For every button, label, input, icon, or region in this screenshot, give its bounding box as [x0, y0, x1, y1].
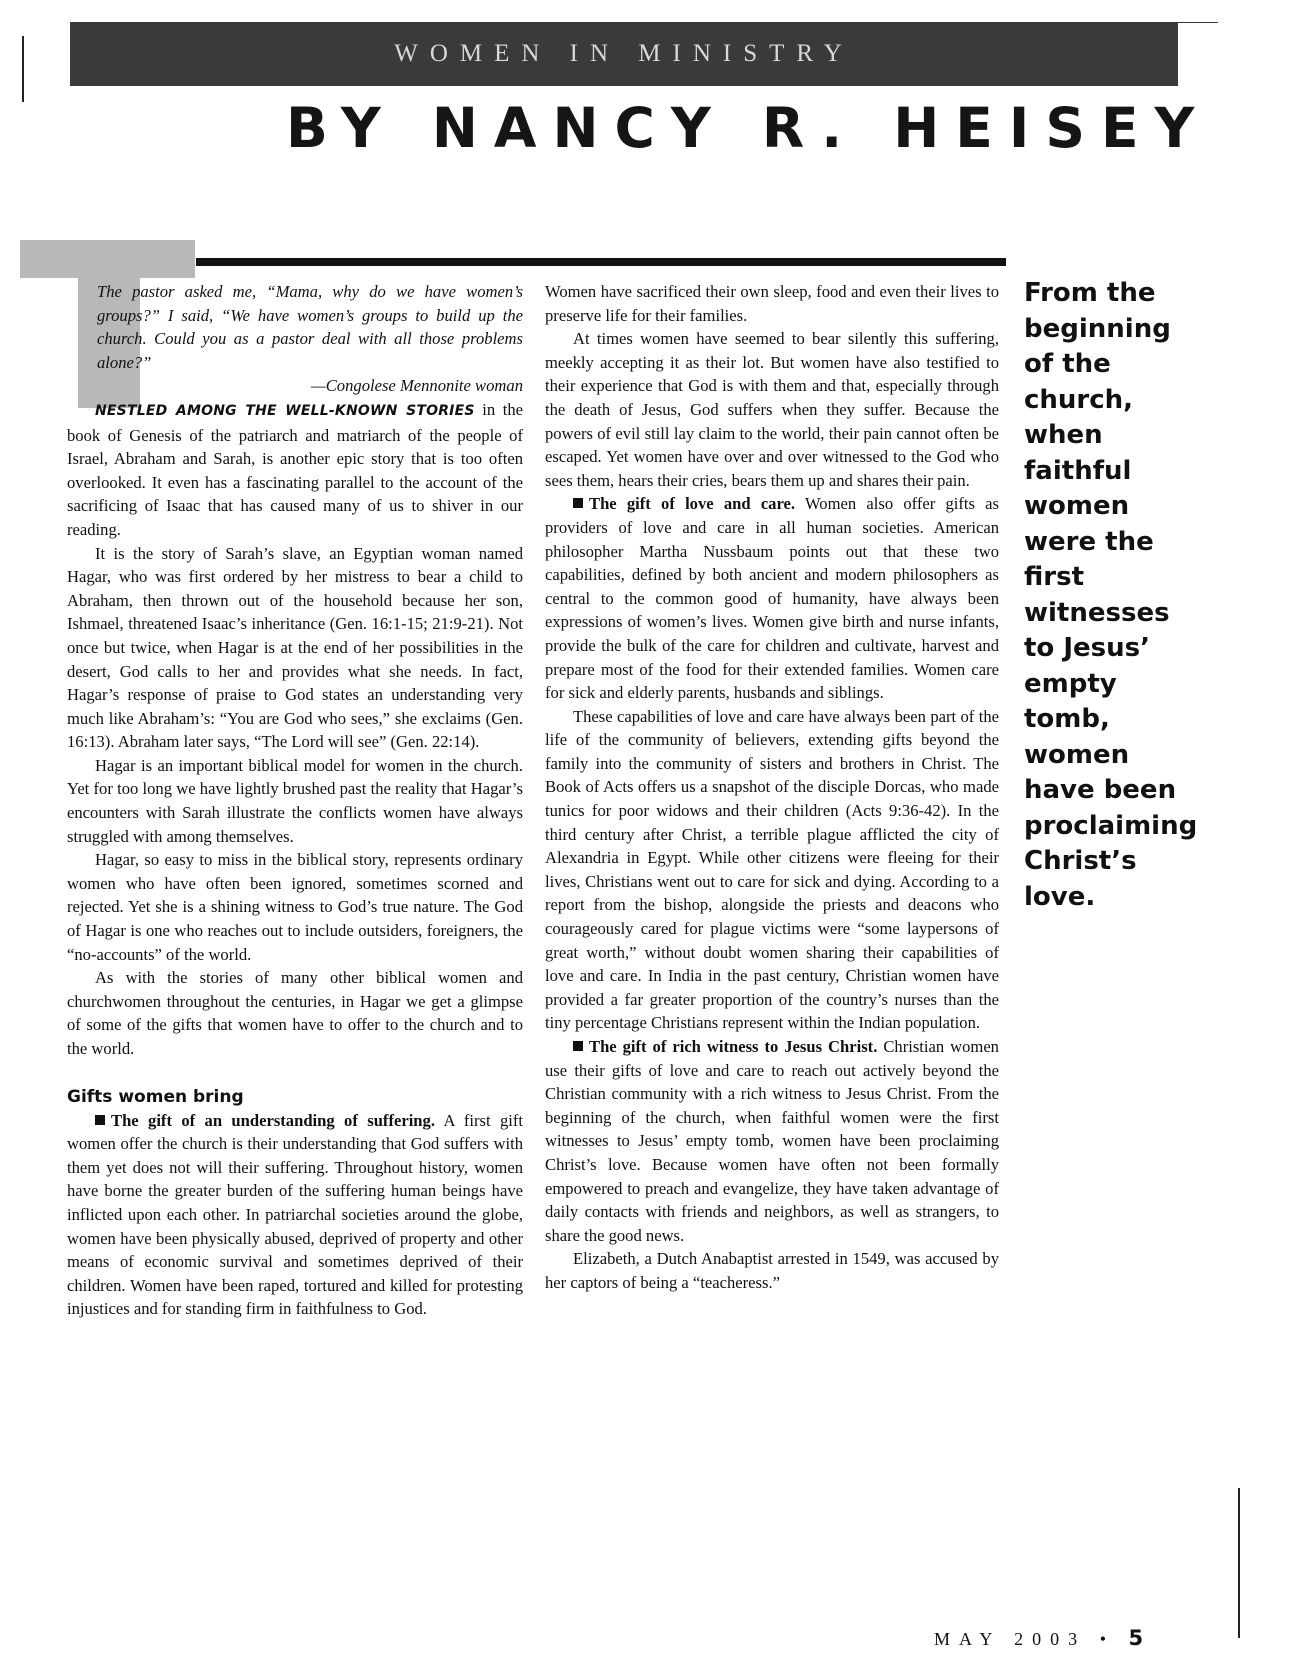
bullet-square-icon [573, 1041, 583, 1051]
paragraph: Women have sacrificed their own sleep, food and even their lives to preserve life for their families. [545, 282, 999, 325]
pull-quote-line: women [1024, 739, 1130, 770]
paragraph: At times women have seemed to bear silently this suffering, meekly accepting it as their lot. But women have also testified to their experience that God is with them and that, especially through the death of Jesus, God suffers when they suffer. Because the powers of evil still lay claim to the world, their pain cannot often be escaped. Yet women have over and over witnessed to the God who sees them, hears their cries, bears them up and shares their pain. [545, 329, 999, 490]
pull-quote-line: empty [1024, 668, 1117, 699]
paragraph: As with the stories of many other biblical women and churchwomen throughout the centuries, in Hagar we get a glimpse of some of the gifts that women have to offer to the church and to the world. [67, 968, 523, 1058]
pull-quote-line: were the [1024, 526, 1154, 557]
byline: BY NANCY R. HEISEY [286, 96, 1211, 160]
paragraph: These capabilities of love and care have always been part of the life of the community of believers, extending gifts beyond the family into the community of sisters and brothers in Christ. The Book of Acts offers us a snapshot of the disciple Dorcas, who made tunics for poor widows and their children (Acts 9:36-42). In the third century after Christ, a terrible plague afflicted the city of Alexandria in Egypt. While other citizens were fleeing for their lives, Christians went out to care for sick and dying. According to a report from the bishop, alongside the priests and deacons who courageously cared for plague victims were “some laypersons of great worth,” without doubt women sharing their capabilities of love and care. In India in the past century, Christian women have provided a far greater proportion of the country’s nurses than the tiny percentage Christians represent within the Indian population. [545, 706, 999, 1033]
pull-quote-line: love. [1024, 881, 1096, 912]
gift-title: The gift of love and care. [589, 494, 796, 514]
pull-quote-line: to Jesus’ [1024, 633, 1150, 663]
left-margin-rule [22, 36, 24, 102]
paragraph: It is the story of Sarah’s slave, an Egyptian woman named Hagar, who was first ordered by her mistress to bear a child to Abraham, then thrown out of the household because her son, Ishmael, threatened Isaac’s inheritance (Gen. 16:1-15; 21:9-21). Not once but twice, when Hagar is at the end of her possibilities in the desert, God calls to her and provides what she needs. In fact, Hagar’s response of praise to God states an understanding very much like Abraham’s: “You are God who sees,” she exclaims (Gen. 16:13). Abraham later says, “The Lord will see” (Gen. 22:14). [67, 543, 523, 752]
epigraph-attribution: —Congolese Mennonite woman [310, 376, 523, 396]
issue-date: MAY 2003 [934, 1629, 1087, 1649]
paragraph: Elizabeth, a Dutch Anabaptist arrested in 1549, was accused by her captors of being a “teacheress.” [545, 1249, 999, 1292]
article-column-1 [67, 280, 523, 1321]
gift-text: Women also offer gifts as providers of love and care in all human societies. American philosopher Martha Nussbaum points out that these two capabilities, defined by both ancient and modern philosophers as central to the common good of humanity, have always been expressions of women’s lives. Women give birth and nurse infants, provide the bulk of the care for children and cultivate, harvest and prepare most of the food for their extended families. Women care for sick and elderly parents, husbands and siblings. [545, 494, 1000, 703]
epigraph [67, 280, 523, 398]
pull-quote-line: faithful [1024, 455, 1132, 486]
paragraph: Hagar, so easy to miss in the biblical story, represents ordinary women who have often been ignored, sometimes scorned and rejected. Yet she is a shining witness to God’s true nature. The God of Hagar is one who reaches out to include outsiders, foreigners, the “no-accounts” of the world. [67, 850, 523, 964]
lead-in: NESTLED AMONG THE WELL-KNOWN STORIES [95, 402, 475, 419]
gift-paragraph [67, 1109, 523, 1321]
bullet-square-icon [95, 1115, 105, 1125]
folio-separator: • [1099, 1629, 1115, 1649]
gift-title: The gift of rich witness to Jesus Christ. [589, 1037, 878, 1056]
epigraph-quote: The pastor asked me, “Mama, why do we have women’s groups?” I said, “We have women’s groups to build up the church. Could you as a pastor deal with all those problems alone?” [97, 282, 523, 372]
gift-paragraph [545, 492, 999, 704]
page-folio [934, 1626, 1264, 1650]
bullet-square-icon [573, 498, 583, 508]
right-margin-rule [1238, 1488, 1240, 1638]
lead-paragraph-text: in the book of Genesis of the patriarch and matriarch of the people of Israel, Abraham and Sarah, is another epic story that is too often overlooked. It even has a fascinating parallel to the account of the sacrificing of Isaac that has caused many of us to shiver in our reading. [67, 399, 523, 539]
gift-paragraph [545, 1035, 999, 1247]
article-top-rule [196, 258, 1006, 266]
gift-text: A first gift women offer the church is their understanding that God suffers with them yet does not will their suffering. Throughout history, women have borne the greater burden of the suffering human beings have inflicted upon each other. In patriarchal societies around the globe, women have been physically abused, deprived of property and other means of economic survival and sometimes deprived of their children. Women have been raped, tortured and killed for protesting injustices and for standing firm in faithfulness to God. [67, 1110, 524, 1319]
gift-text: Christian women use their gifts of love and care to reach out actively beyond the Christian community with a rich witness to Jesus Christ. From the beginning of the church, when faithful women were the first witnesses to Jesus’ empty tomb, women have been proclaiming Christ’s love. Because women have often not been formally empowered to preach and evangelize, they have taken advantage of daily contacts with friends and neighbors, as well as strangers, to share the good news. [545, 1037, 999, 1245]
pull-quote-line: have been [1024, 775, 1177, 805]
pull-quote-line: From the [1024, 278, 1156, 308]
lead-paragraph [67, 398, 523, 542]
pull-quote-line: tomb, [1024, 704, 1110, 734]
section-heading: Gifts women bring [67, 1086, 244, 1107]
pull-quote-line: of the [1024, 349, 1111, 379]
pull-quote-line: witnesses [1024, 597, 1170, 628]
pull-quote-line: Christ’s [1024, 846, 1137, 876]
paragraph: Hagar is an important biblical model for women in the church. Yet for too long we have lightly brushed past the reality that Hagar’s encounters with Sarah illustrate the conflicts women have always struggled with among themselves. [67, 755, 523, 846]
pull-quote-line: proclaiming [1024, 810, 1198, 841]
pull-quote-line: when [1024, 420, 1103, 450]
banner-extension-line [1178, 22, 1218, 23]
section-title-banner [70, 22, 1178, 86]
pull-quote-line: beginning [1024, 313, 1171, 344]
gift-title: The gift of an understanding of suffering. [111, 1110, 435, 1130]
pull-quote-line: women [1024, 491, 1130, 521]
page-number: 5 [1128, 1626, 1144, 1650]
pull-quote [1024, 276, 1274, 915]
article-column-2 [545, 280, 999, 1295]
pull-quote-line: church, [1024, 384, 1134, 415]
section-title: WOMEN IN MINISTRY [394, 40, 854, 67]
pull-quote-line: first [1024, 562, 1084, 592]
